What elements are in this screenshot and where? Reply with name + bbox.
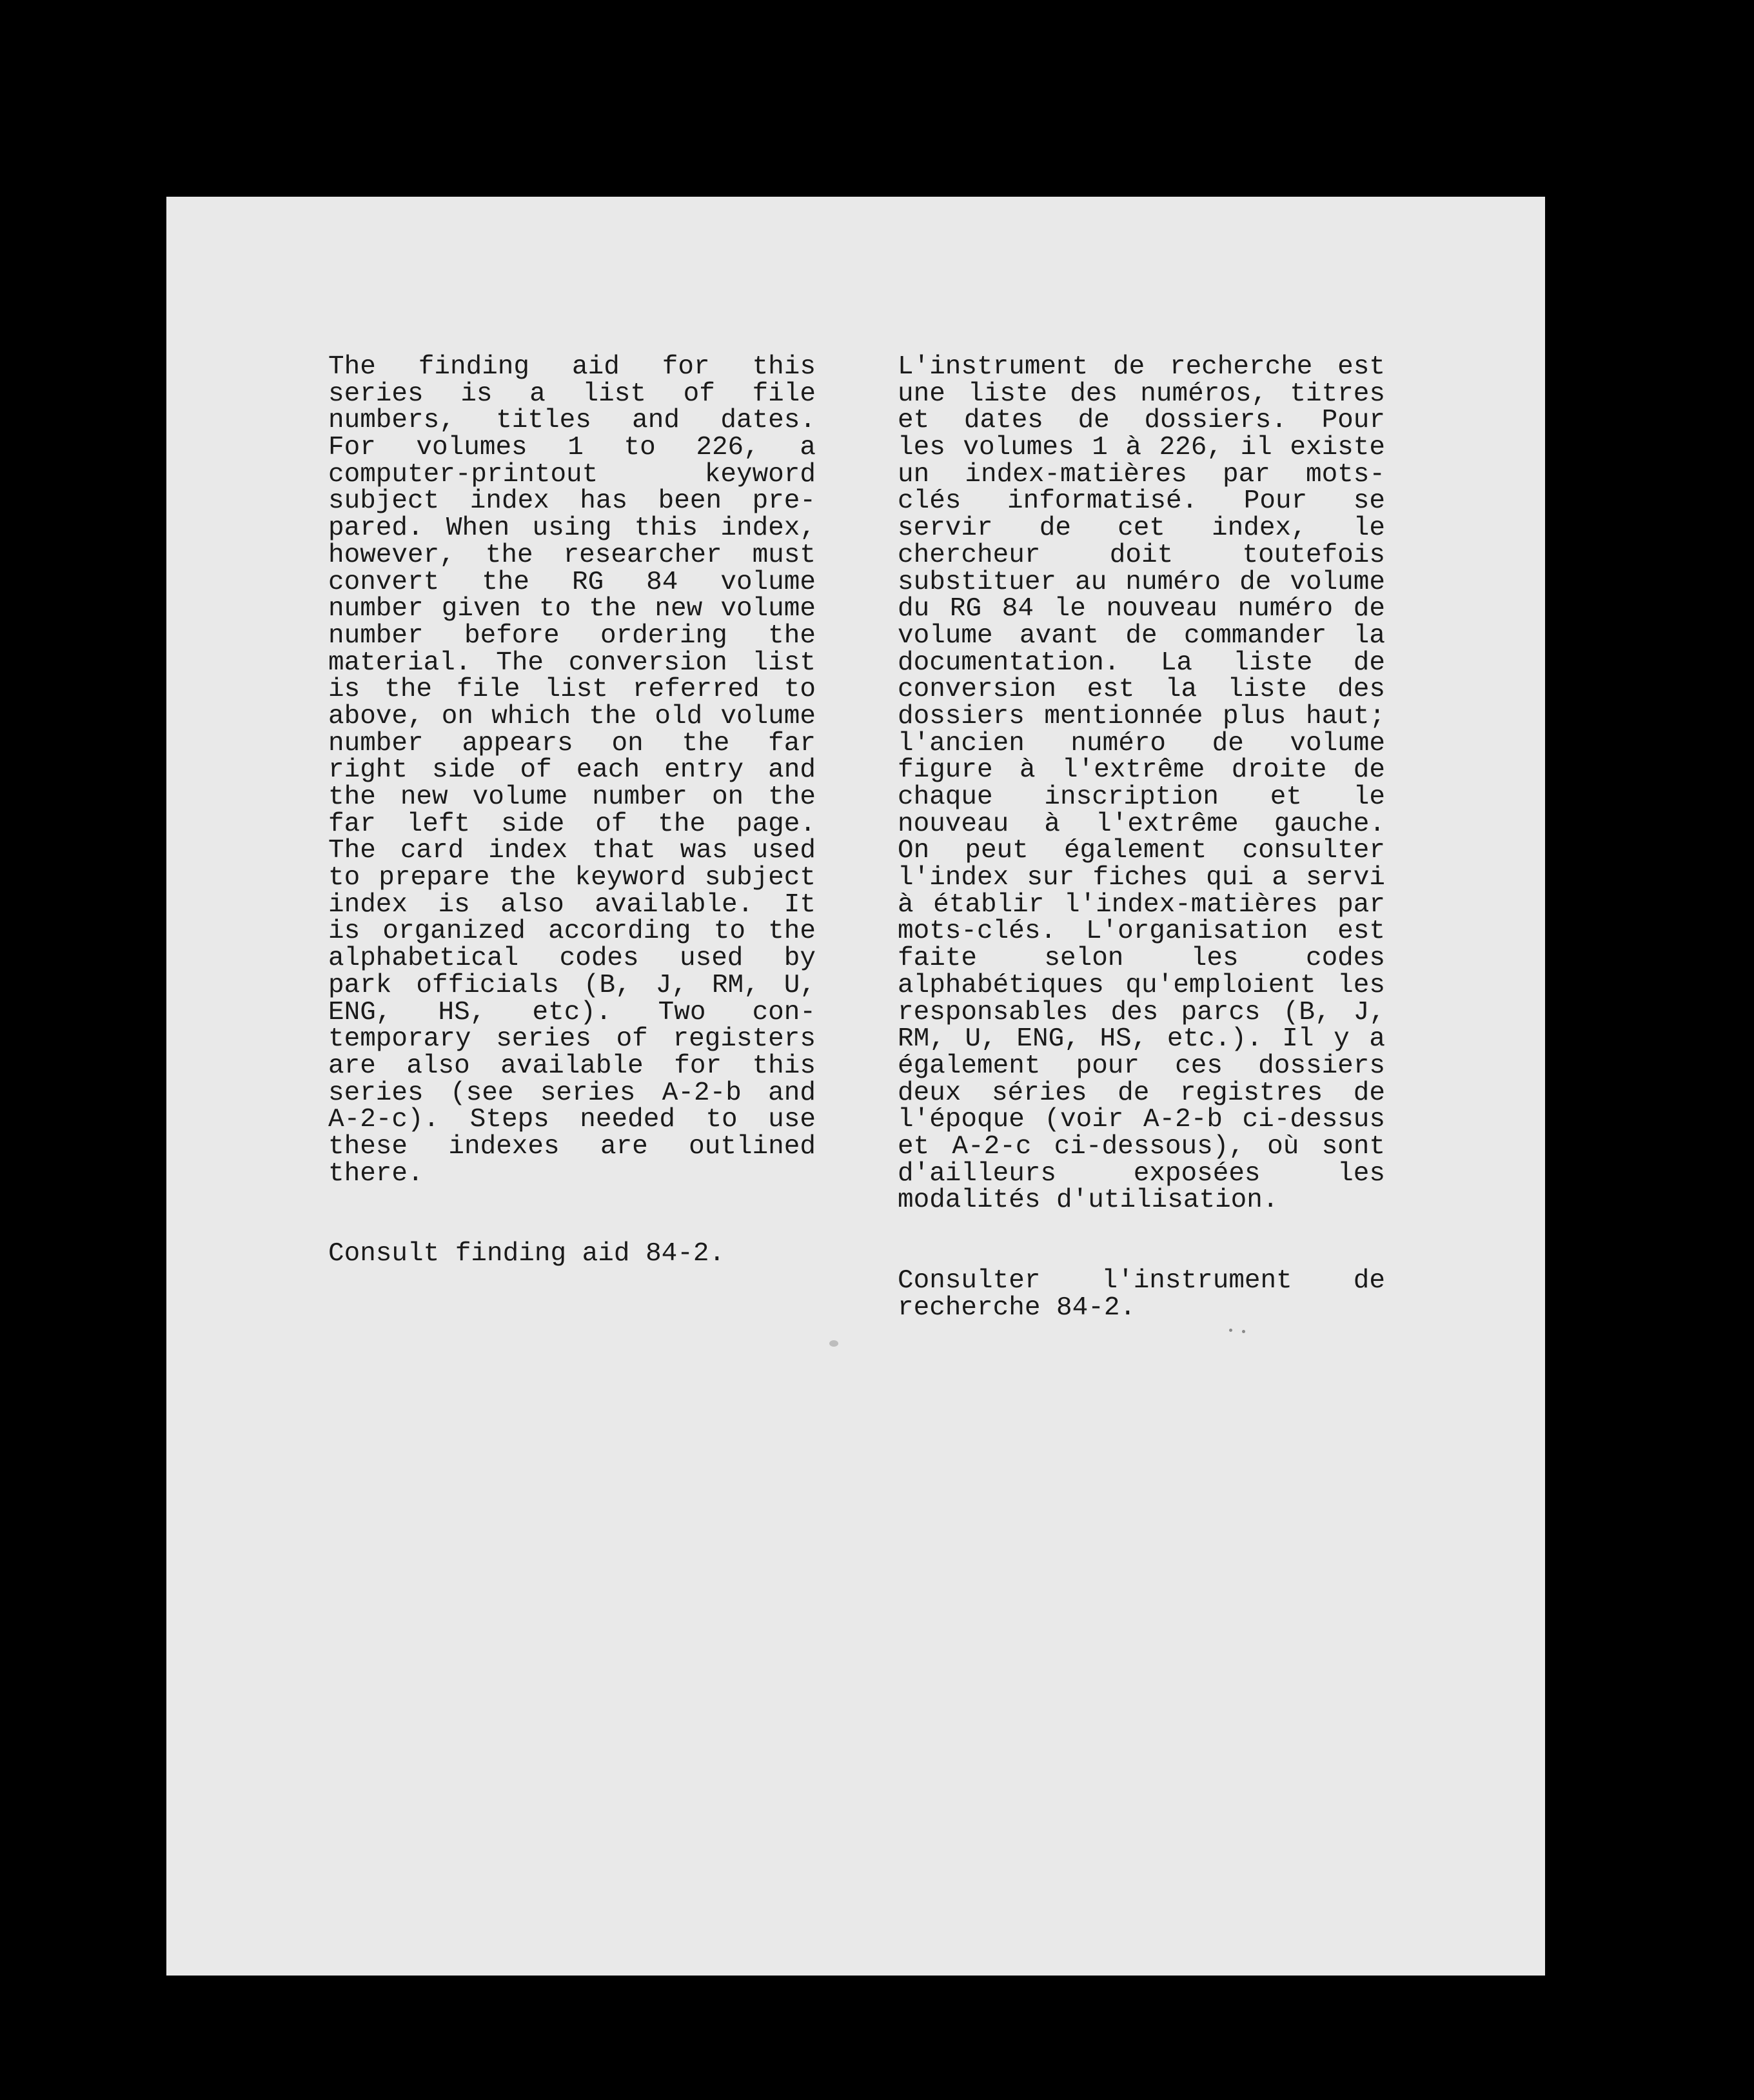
text-line: subject index has been pre- xyxy=(328,486,816,517)
english-column xyxy=(328,354,816,1268)
text-line: numbers, titles and dates. xyxy=(328,406,816,436)
text-line: On peut également consulter xyxy=(898,836,1385,866)
text-line: chercheur doit toutefois xyxy=(898,540,1385,570)
text-line: A-2-c). Steps needed to use xyxy=(328,1105,816,1135)
text-line: chaque inscription et le xyxy=(898,782,1385,812)
text-line: pared. When using this index, xyxy=(328,513,816,544)
text-line: l'époque (voir A-2-b ci-dessus xyxy=(898,1105,1385,1135)
text-line: number given to the new volume xyxy=(328,594,816,624)
text-line: et A-2-c ci-dessous), où sont xyxy=(898,1131,1385,1162)
text-line: The card index that was used xyxy=(328,836,816,866)
text-line: clés informatisé. Pour se xyxy=(898,486,1385,517)
text-line: are also available for this xyxy=(328,1051,816,1081)
text-line: Consulter l'instrument de xyxy=(898,1266,1385,1296)
text-line: convert the RG 84 volume xyxy=(328,567,816,597)
scan-speck xyxy=(829,1340,838,1347)
text-line: substituer au numéro de volume xyxy=(898,567,1385,597)
text-line: servir de cet index, le xyxy=(898,513,1385,544)
text-line: les volumes 1 à 226, il existe xyxy=(898,433,1385,463)
text-line: RM, U, ENG, HS, etc.). Il y a xyxy=(898,1024,1385,1055)
text-line: à établir l'index-matières par xyxy=(898,889,1385,920)
scan-speck xyxy=(1229,1329,1232,1332)
text-line: right side of each entry and xyxy=(328,755,816,786)
text-line: l'index sur fiches qui a servi xyxy=(898,863,1385,893)
text-line: computer-printout keyword xyxy=(328,459,816,490)
text-line: du RG 84 le nouveau numéro de xyxy=(898,594,1385,624)
text-line: nouveau à l'extrême gauche. xyxy=(898,809,1385,839)
text-line: material. The conversion list xyxy=(328,648,816,678)
text-line: et dates de dossiers. Pour xyxy=(898,406,1385,436)
text-line: faite selon les codes xyxy=(898,944,1385,974)
text-line: deux séries de registres de xyxy=(898,1078,1385,1108)
text-line: conversion est la liste des xyxy=(898,675,1385,705)
text-line: the new volume number on the xyxy=(328,782,816,812)
english-paragraph xyxy=(328,354,816,1187)
text-line: alphabétiques qu'emploient les xyxy=(898,970,1385,1000)
text-line: series (see series A-2-b and xyxy=(328,1078,816,1108)
text-line: is organized according to the xyxy=(328,916,816,947)
text-line: For volumes 1 to 226, a xyxy=(328,433,816,463)
scan-speck xyxy=(1242,1330,1245,1333)
text-line: number appears on the far xyxy=(328,728,816,758)
text-line: une liste des numéros, titres xyxy=(898,379,1385,409)
text-line: these indexes are outlined xyxy=(328,1131,816,1162)
text-line: mots-clés. L'organisation est xyxy=(898,916,1385,947)
text-line: park officials (B, J, RM, U, xyxy=(328,970,816,1000)
text-line: is the file list referred to xyxy=(328,675,816,705)
text-line: ENG, HS, etc). Two con- xyxy=(328,997,816,1027)
french-column xyxy=(898,354,1385,1322)
text-line: number before ordering the xyxy=(328,620,816,651)
french-consult-note xyxy=(898,1268,1385,1322)
text-line: above, on which the old volume xyxy=(328,701,816,731)
text-line: temporary series of registers xyxy=(328,1024,816,1055)
text-line: l'ancien numéro de volume xyxy=(898,728,1385,758)
paper-sheet xyxy=(166,197,1545,1976)
text-line: however, the researcher must xyxy=(328,540,816,570)
text-line: également pour ces dossiers xyxy=(898,1051,1385,1081)
french-paragraph xyxy=(898,354,1385,1214)
text-line: there. xyxy=(328,1158,424,1189)
text-line: series is a list of file xyxy=(328,379,816,409)
paragraph-gap xyxy=(328,1187,816,1241)
text-line: documentation. La liste de xyxy=(898,648,1385,678)
text-line: figure à l'extrême droite de xyxy=(898,755,1385,786)
english-consult-note xyxy=(328,1241,816,1268)
text-line: Consult finding aid 84-2. xyxy=(328,1239,725,1269)
text-line: recherche 84-2. xyxy=(898,1293,1136,1323)
text-line: volume avant de commander la xyxy=(898,620,1385,651)
text-line: modalités d'utilisation. xyxy=(898,1185,1279,1216)
text-line: un index-matières par mots- xyxy=(898,459,1385,490)
text-line: responsables des parcs (B, J, xyxy=(898,997,1385,1027)
text-line: alphabetical codes used by xyxy=(328,944,816,974)
text-line: dossiers mentionnée plus haut; xyxy=(898,701,1385,731)
paragraph-gap xyxy=(898,1214,1385,1268)
text-line: to prepare the keyword subject xyxy=(328,863,816,893)
text-line: far left side of the page. xyxy=(328,809,816,839)
text-line: d'ailleurs exposées les xyxy=(898,1158,1385,1189)
text-line: index is also available. It xyxy=(328,889,816,920)
text-line: The finding aid for this xyxy=(328,352,816,382)
text-line: L'instrument de recherche est xyxy=(898,352,1385,382)
